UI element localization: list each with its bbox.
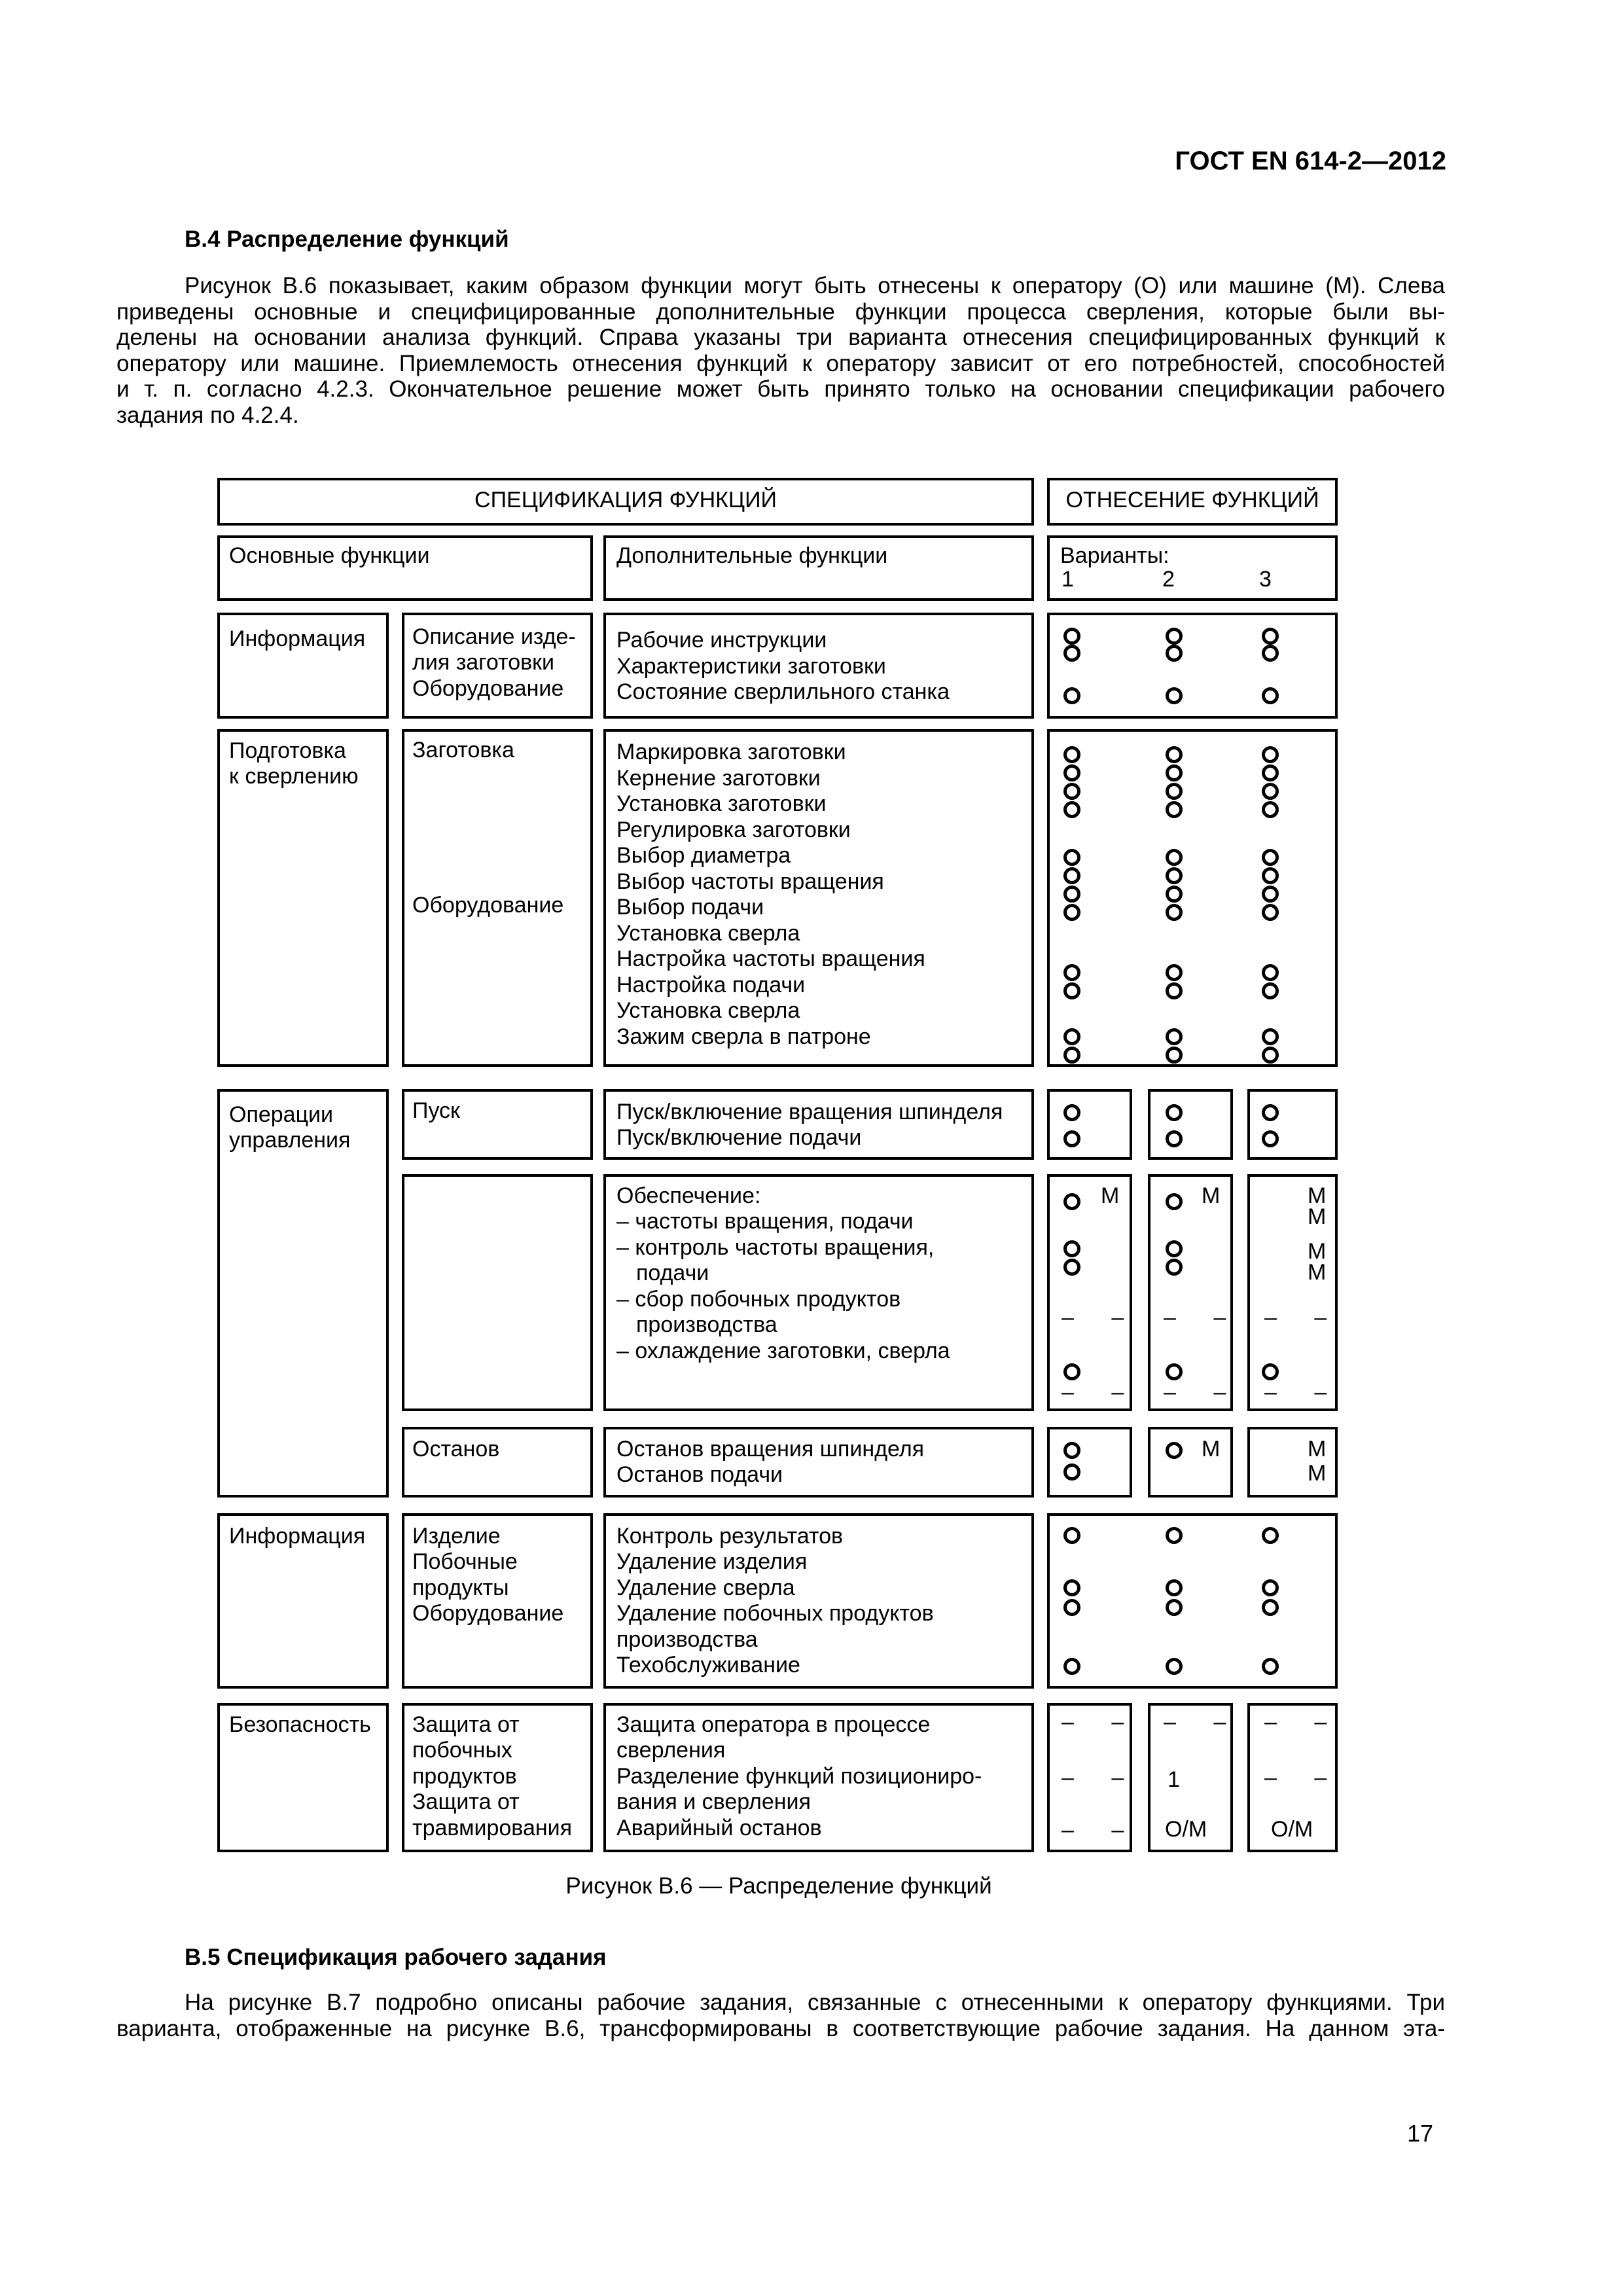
not-applicable-mark: – – [1264, 1765, 1343, 1790]
operator-mark [1063, 1527, 1080, 1544]
prep-sub-label: Оборудование [412, 893, 564, 918]
operator-mark [1063, 783, 1080, 800]
func-item: Пуск/включение подачи [616, 1125, 862, 1150]
machine-mark: М [1308, 1239, 1327, 1264]
func-item: производства [616, 1627, 758, 1652]
machine-mark: М [1202, 1183, 1221, 1208]
operator-mark [1063, 1028, 1080, 1045]
operator-mark [1063, 1259, 1080, 1276]
paragraph-line: Рисунок В.6 показывает, каким образом функции могут быть отнесены к оператору (О) или машине (М). Слева [185, 273, 1445, 298]
operator-mark [1262, 1658, 1279, 1675]
func-item: Останов вращения шпинделя [616, 1437, 925, 1462]
ensure-sub-box [402, 1174, 593, 1411]
operator-mark [1166, 1104, 1183, 1121]
stop-sub-label: Останов [412, 1437, 500, 1462]
operator-mark [1063, 1363, 1080, 1380]
machine-mark: М [1308, 1461, 1327, 1486]
operator-mark [1262, 1527, 1279, 1544]
operator-mark [1262, 886, 1279, 903]
operator-mark [1262, 801, 1279, 818]
not-applicable-mark: – – [1061, 1710, 1140, 1734]
operator-mark [1166, 867, 1183, 884]
operator-mark [1262, 1599, 1279, 1616]
func-item: Останов подачи [616, 1462, 783, 1487]
not-applicable-mark: – – [1061, 1765, 1140, 1790]
func-item: Рабочие инструкции [616, 628, 827, 653]
paragraph-line: задания по 4.2.4. [116, 402, 299, 428]
operator-mark [1262, 849, 1279, 866]
operator-mark [1166, 1658, 1183, 1675]
operator-mark [1262, 746, 1279, 763]
info1-main-label: Информация [229, 626, 366, 651]
safety-sub-label: Защита от [412, 1789, 520, 1814]
spec-header: СПЕЦИФИКАЦИЯ ФУНКЦИЙ [474, 488, 777, 512]
operator-mark [1262, 1579, 1279, 1596]
operator-mark [1166, 764, 1183, 781]
func-item: – охлаждение заготовки, сверла [616, 1338, 950, 1363]
info1-sub-label: Оборудование [412, 676, 564, 701]
func-item: Удаление побочных продуктов [616, 1601, 934, 1626]
operator-mark [1063, 1442, 1080, 1459]
operator-mark [1262, 783, 1279, 800]
not-applicable-mark: – – [1264, 1380, 1343, 1405]
operator-mark [1166, 1579, 1183, 1596]
info1-sub-label: Описание изде- [412, 624, 576, 649]
operator-machine-mark: О/М [1165, 1817, 1207, 1842]
figure-caption: Рисунок В.6 — Распределение функций [565, 1873, 992, 1899]
operator-mark [1262, 1028, 1279, 1045]
col-main-label: Основные функции [229, 543, 430, 568]
safety-sub-label: побочных [412, 1738, 512, 1763]
paragraph-line: делены на основании анализа функций. Справа указаны три варианта отнесения специфицированных функций к [116, 325, 1445, 350]
operator-mark [1166, 1130, 1183, 1147]
start-alloc-v1 [1047, 1089, 1132, 1160]
not-applicable-mark: – – [1164, 1305, 1242, 1330]
operator-mark [1166, 904, 1183, 921]
operator-mark [1063, 964, 1080, 981]
operator-mark [1063, 687, 1080, 704]
ensure-alloc-v1 [1047, 1174, 1132, 1411]
operator-mark [1166, 1442, 1183, 1459]
machine-mark: М [1202, 1437, 1221, 1462]
info1-alloc-box [1047, 613, 1338, 719]
operator-mark [1063, 1463, 1080, 1480]
func-item: Состояние сверлильного станка [616, 679, 950, 704]
operator-mark [1063, 764, 1080, 781]
not-applicable-mark: – – [1264, 1305, 1343, 1330]
paragraph-b5 [116, 1990, 1445, 2041]
operator-mark [1166, 801, 1183, 818]
operator-mark [1262, 904, 1279, 921]
document-code: ГОСТ EN 614-2—2012 [1175, 147, 1446, 175]
func-item: Маркировка заготовки [616, 740, 846, 764]
paragraph-line: и т. п. согласно 4.2.3. Окончательное решение может быть принято только на основании спецификации рабочего [116, 376, 1445, 402]
operator-mark [1063, 904, 1080, 921]
operator-mark [1166, 1363, 1183, 1380]
page-number: 17 [1406, 2120, 1433, 2147]
safety-sub-label: травмирования [412, 1816, 573, 1840]
ops-main-label: Операции [229, 1102, 334, 1127]
operator-mark [1063, 886, 1080, 903]
safety-main-label: Безопасность [229, 1712, 371, 1737]
section-title-b4: В.4 Распределение функций [185, 226, 509, 252]
func-item: Аварийный останов [616, 1816, 822, 1840]
operator-mark [1063, 1130, 1080, 1147]
operator-mark [1166, 1193, 1183, 1210]
prep-sub-label: Заготовка [412, 738, 514, 762]
operator-mark [1166, 687, 1183, 704]
func-item: подачи [636, 1261, 709, 1285]
operator-mark [1063, 801, 1080, 818]
safety-sub-label: Защита от [412, 1712, 520, 1737]
operator-mark [1166, 1240, 1183, 1257]
not-applicable-mark: – – [1164, 1710, 1242, 1734]
operator-mark [1063, 867, 1080, 884]
operator-mark [1166, 964, 1183, 981]
ensure-alloc-v2 [1148, 1174, 1233, 1411]
func-item: Характеристики заготовки [616, 654, 886, 679]
func-item: Выбор диаметра [616, 843, 791, 868]
operator-mark [1262, 982, 1279, 999]
func-item: Настройка подачи [616, 972, 806, 997]
variants-label: Варианты: [1060, 543, 1169, 568]
paragraph-b4 [116, 273, 1445, 428]
operator-mark [1262, 1104, 1279, 1121]
func-item: Зажим сверла в патроне [616, 1024, 871, 1049]
func-item: Выбор частоты вращения [616, 869, 884, 894]
func-item: Контроль результатов [616, 1524, 844, 1549]
info1-sub-label: лия заготовки [412, 650, 555, 675]
operator-mark [1262, 964, 1279, 981]
func-item: Защита оператора в процессе [616, 1712, 931, 1737]
variant-number: 1 [1061, 567, 1074, 592]
operator-mark [1166, 1047, 1183, 1064]
operator-mark [1063, 746, 1080, 763]
func-item: Настройка частоты вращения [616, 946, 925, 971]
operator-mark [1063, 1104, 1080, 1121]
operator-mark [1262, 645, 1279, 662]
col-extra-label: Дополнительные функции [616, 543, 888, 568]
info2-sub-label: Изделие [412, 1524, 501, 1549]
info2-main-label: Информация [229, 1524, 366, 1549]
operator-mark [1166, 746, 1183, 763]
func-item: Обеспечение: [616, 1183, 761, 1208]
prep-main-label: к сверлению [229, 764, 359, 789]
machine-mark: М [1308, 1183, 1327, 1208]
operator-mark [1262, 764, 1279, 781]
operator-mark [1063, 628, 1080, 645]
not-applicable-mark: – – [1061, 1818, 1140, 1842]
func-item: вания и сверления [616, 1789, 811, 1814]
paragraph-line: приведены основные и специфицированные дополнительные функции процесса сверления, которые были вы- [116, 298, 1445, 325]
func-item: Разделение функций позициониро- [616, 1764, 982, 1789]
func-item: Техобслуживание [616, 1653, 800, 1677]
operator-mark [1063, 1579, 1080, 1596]
info2-sub-label: Оборудование [412, 1601, 564, 1626]
operator-mark [1166, 1527, 1183, 1544]
func-item: – контроль частоты вращения, [616, 1235, 935, 1260]
operator-mark [1063, 1658, 1080, 1675]
not-applicable-mark: – – [1164, 1380, 1242, 1405]
start-alloc-v2 [1148, 1089, 1233, 1160]
func-item: Регулировка заготовки [616, 817, 851, 842]
operator-mark [1166, 628, 1183, 645]
machine-mark: М [1308, 1437, 1327, 1462]
paragraph-line: оператору или машине. Приемлемость отнесения функций к оператору зависит от его потребностей, способностей [116, 350, 1445, 376]
operator-mark [1063, 1193, 1080, 1210]
operator-mark [1262, 867, 1279, 884]
info2-sub-label: продукты [412, 1575, 509, 1600]
operator-machine-mark: О/М [1271, 1817, 1313, 1842]
machine-mark: М [1101, 1183, 1120, 1208]
machine-mark: М [1308, 1204, 1327, 1229]
func-item: Удаление сверла [616, 1575, 795, 1600]
stop-alloc-v2 [1148, 1427, 1233, 1498]
not-applicable-mark: – – [1061, 1305, 1140, 1330]
operator-mark [1166, 886, 1183, 903]
operator-mark [1166, 783, 1183, 800]
operator-mark [1262, 628, 1279, 645]
info2-sub-label: Побочные [412, 1549, 518, 1574]
operator-mark [1063, 1240, 1080, 1257]
operator-mark [1262, 1047, 1279, 1064]
variant-one-mark: 1 [1168, 1767, 1180, 1792]
func-item: Пуск/включение вращения шпинделя [616, 1100, 1003, 1124]
func-item: производства [636, 1312, 777, 1337]
machine-mark: М [1308, 1260, 1327, 1285]
variant-number: 2 [1162, 567, 1175, 592]
operator-mark [1166, 645, 1183, 662]
operator-mark [1063, 1599, 1080, 1616]
func-item: – частоты вращения, подачи [616, 1209, 914, 1234]
func-item: Установка сверла [616, 998, 800, 1023]
operator-mark [1262, 1363, 1279, 1380]
operator-mark [1166, 1028, 1183, 1045]
operator-mark [1166, 982, 1183, 999]
func-item: Установка заготовки [616, 791, 827, 816]
alloc-header: ОТНЕСЕНИЕ ФУНКЦИЙ [1065, 488, 1319, 512]
func-item: Кернение заготовки [616, 765, 821, 791]
func-item: Выбор подачи [616, 895, 764, 920]
stop-alloc-v1 [1047, 1427, 1132, 1498]
ops-main-label: управления [229, 1128, 351, 1153]
operator-mark [1166, 1259, 1183, 1276]
info2-alloc-box [1047, 1513, 1338, 1689]
operator-mark [1262, 687, 1279, 704]
variant-number: 3 [1259, 567, 1272, 592]
paragraph-line: варианта, отображенные на рисунке В.6, трансформированы в соответствующие рабочие задания. На данном эта- [116, 2015, 1445, 2041]
func-item: Установка сверла [616, 920, 800, 946]
operator-mark [1166, 849, 1183, 866]
safety-sub-label: продуктов [412, 1764, 517, 1789]
paragraph-line: На рисунке В.7 подробно описаны рабочие задания, связанные с отнесенными к оператору функциями. Три [185, 1990, 1445, 2015]
func-item: сверления [616, 1738, 726, 1763]
func-item: Удаление изделия [616, 1549, 808, 1574]
operator-mark [1063, 982, 1080, 999]
operator-mark [1262, 1130, 1279, 1147]
operator-mark [1166, 1599, 1183, 1616]
prep-alloc-box [1047, 729, 1338, 1067]
section-title-b5: В.5 Спецификация рабочего задания [185, 1945, 607, 1970]
operator-mark [1063, 645, 1080, 662]
prep-main-label: Подготовка [229, 738, 346, 763]
start-sub-label: Пуск [412, 1098, 460, 1123]
not-applicable-mark: – – [1061, 1380, 1140, 1405]
not-applicable-mark: – – [1264, 1710, 1343, 1734]
start-alloc-v3 [1247, 1089, 1338, 1160]
func-item: – сбор побочных продуктов [616, 1287, 901, 1312]
operator-mark [1063, 849, 1080, 866]
operator-mark [1063, 1047, 1080, 1064]
